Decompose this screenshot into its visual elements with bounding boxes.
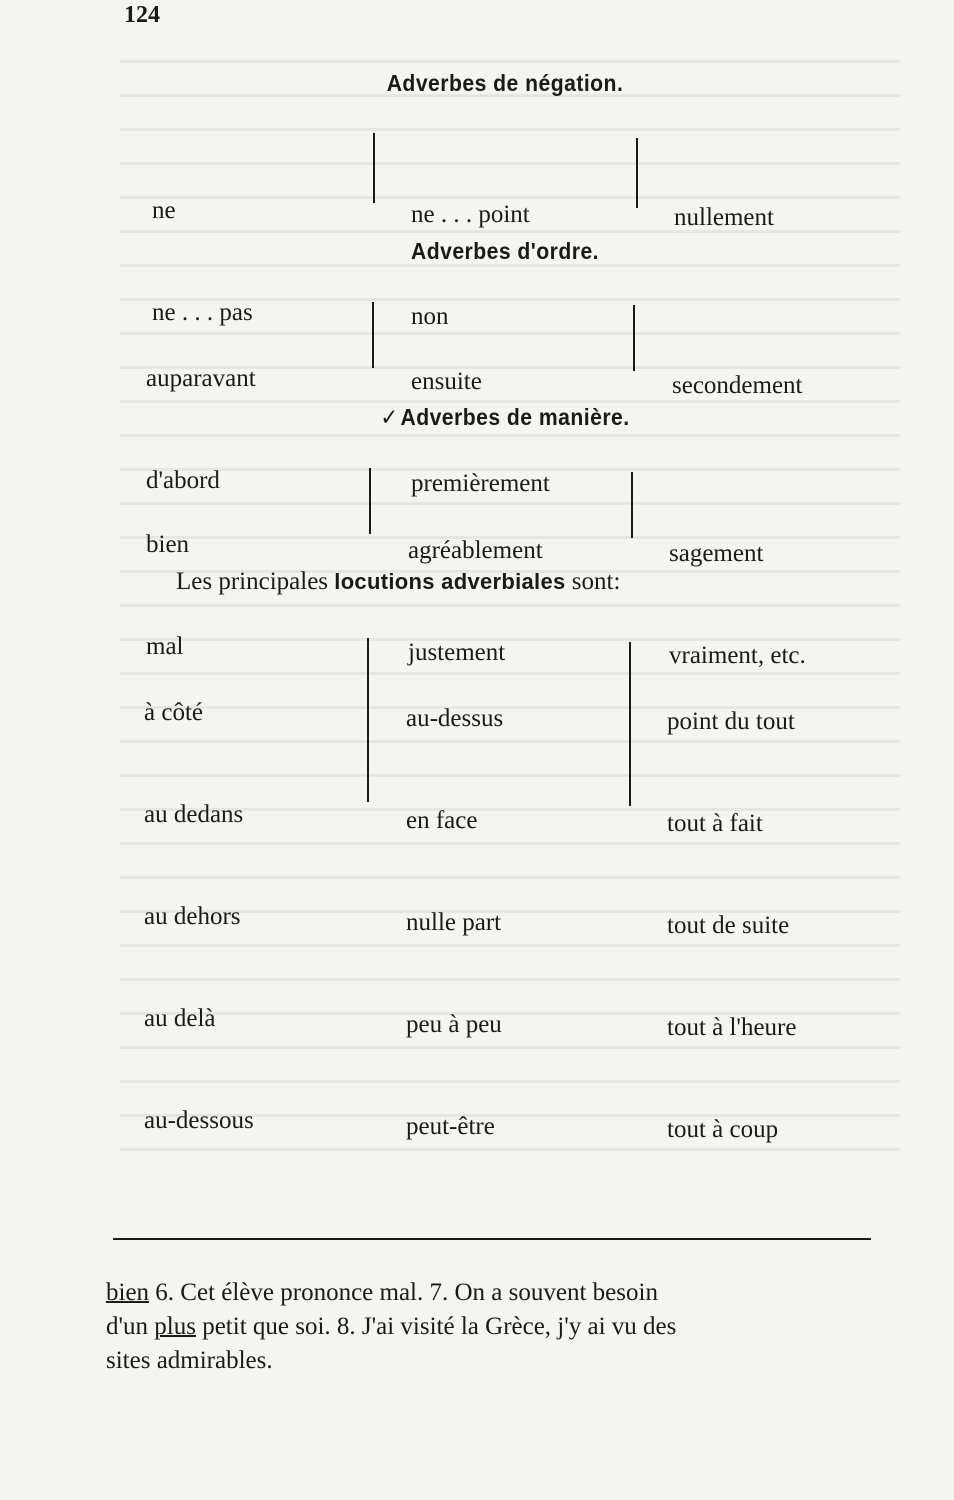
list-item: d'abord: [146, 467, 220, 494]
locutions-intro: [176, 568, 620, 596]
negation-column-3: [674, 133, 774, 303]
column-divider: [372, 302, 374, 368]
column-divider: [367, 638, 369, 802]
list-item: tout à coup: [667, 1116, 779, 1143]
intro-bold-text: locutions adverbiales: [334, 569, 566, 594]
list-item: tout à fait: [667, 810, 763, 837]
list-item: justement: [408, 639, 506, 666]
list-item: au delà: [144, 1005, 216, 1032]
list-item: secondement: [672, 372, 803, 399]
column-divider: [369, 468, 371, 534]
locutions-column-2: [406, 634, 503, 1212]
heading-negation: Adverbes de négation.: [386, 70, 624, 96]
list-item: ne . . . point: [411, 201, 530, 228]
exercise-line-3: sites admirables.: [106, 1347, 273, 1374]
list-item: ne: [152, 197, 176, 224]
underlined-word: bien: [106, 1279, 150, 1306]
underlined-word: plus: [154, 1313, 196, 1340]
list-item: sagement: [669, 540, 764, 567]
list-item: point du tout: [667, 708, 795, 735]
column-divider: [373, 133, 375, 203]
heading-ordre: Adverbes d'ordre.: [410, 238, 600, 264]
horizontal-rule: [113, 1238, 871, 1240]
list-item: au-dessous: [144, 1107, 254, 1134]
list-item: ne . . . pas: [152, 299, 253, 326]
exercise-text: [106, 1276, 876, 1378]
exercise-line-2-start: d'un: [106, 1313, 149, 1340]
page-number: 124: [124, 2, 160, 28]
intro-text: Les principales: [176, 568, 329, 595]
list-item: vraiment, etc.: [669, 642, 806, 669]
column-divider: [636, 138, 638, 208]
list-item: à côté: [144, 699, 203, 726]
list-item: tout à l'heure: [667, 1014, 797, 1041]
list-item: agréablement: [408, 537, 543, 564]
list-item: nulle part: [406, 909, 502, 936]
exercise-line-2-text: petit que soi. 8. J'ai visité la Grèce, j'y ai vu des: [202, 1313, 677, 1340]
check-mark-icon: ✓: [380, 404, 399, 430]
list-item: mal: [146, 633, 184, 660]
exercise-line-1: [106, 1276, 876, 1310]
list-item: nullement: [674, 204, 774, 231]
list-item: bien: [146, 531, 190, 558]
list-item: peu à peu: [406, 1011, 502, 1038]
list-item: ensuite: [411, 368, 482, 395]
ordre-column-3: [672, 301, 803, 471]
list-item: au dedans: [144, 801, 244, 828]
column-divider: [631, 472, 633, 538]
locutions-column-1: [144, 628, 254, 1206]
list-item: au-dessus: [406, 705, 504, 732]
list-item: au dehors: [144, 903, 241, 930]
list-item: premièrement: [411, 470, 550, 497]
locutions-column-3: [667, 637, 796, 1215]
column-divider: [633, 305, 635, 371]
list-item: peut-être: [406, 1113, 495, 1140]
column-divider: [629, 642, 631, 806]
list-item: tout de suite: [667, 912, 790, 939]
exercise-line-1-text: 6. Cet élève prononce mal. 7. On a souvent besoin: [155, 1279, 658, 1306]
list-item: non: [411, 303, 449, 330]
list-item: en face: [406, 807, 478, 834]
heading-maniere-text: Adverbes de manière.: [400, 404, 630, 430]
intro-text-end: sont:: [571, 568, 621, 595]
heading-maniere: [40, 404, 954, 431]
exercise-line-2: [106, 1310, 876, 1344]
list-item: auparavant: [146, 365, 256, 392]
